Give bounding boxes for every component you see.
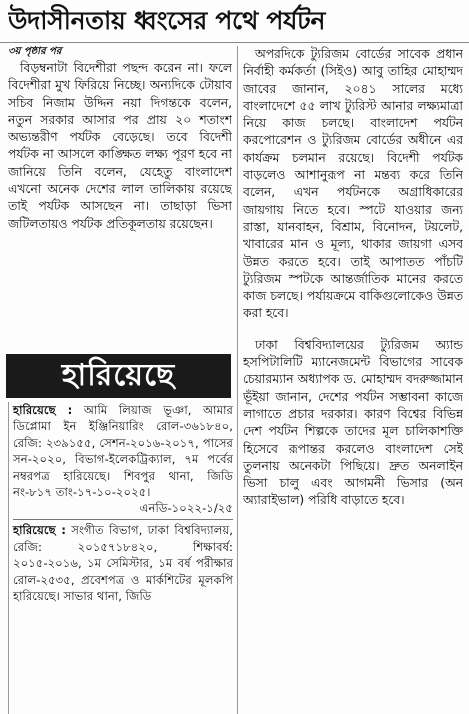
lost-ad-reference: এনডি-১০২২-১/২৫ [139,501,233,516]
ad-divider [13,519,233,520]
lost-ads-box [8,402,233,714]
headline: উদাসীনতায় ধ্বংসের পথে পর্যটন [8,6,326,35]
lost-ad-1 [13,402,233,500]
right-column [243,46,463,712]
article-paragraph-left: বিড়ম্বনাটা বিদেশীরা পছন্দ করেন না। ফলে বিদেশীরা মুখ ফিরিয়ে নিচ্ছে। অন্যদিকে টোয়াব সচিব নিজাম উদ্দিন নয়া দিগন্তকে বলেন, নতুন সরকার আসার পর প্রায় ২০ শতাংশ অভ্যন্তরীণ পর্যটক বেড়েছে। তবে বিদেশী পর্যটক না আসলে কাঙ্ক্ষিত লক্ষ্য পূরণ হবে না জানিয়ে তিনি বলেন, যেহেতু বাংলাদেশ এখনো অনেক দেশের লাল তালিকায় রয়েছে তাই পর্যটক আসছেন না। তাছাড়া ভিসা জটিলতায়ও পর্যটক প্রতিকূলতায় রয়েছেন। [8,61,232,231]
lost-ad-tag: হারিয়েছে : [13,523,66,538]
column-divider [237,46,238,714]
headline-rule [0,42,469,43]
lost-ad-2 [13,522,233,604]
lost-ad-tag: হারিয়েছে : [13,403,73,417]
lost-ad-text: সংগীত বিভাগ, ঢাকা বিশ্ববিদ্যালয়, রেজি: ২০১৫৭১৮৪২০, শিক্ষাবর্ষ: ২০১৫-২০১৬, ১ম সেমিস্টার, ১ম বর্ষ পরীক্ষার রোল-২৫৩৫, প্রবেশপত্র ও মার্কশিটের মূলকপি হারিয়েছে। সাভার থানা, জিডি [13,523,233,604]
lost-ad-text: আমি লিয়াজ ভূঞা, আমার ডিপ্লোমা ইন ইঞ্জিনিয়ারিং রোল-৩৬১৮৪০, রেজি: ২৩৯১৫৫, সেশন-২০১৬-২০১৭, পাসের সন-২০২০, বিভাগ-ইলেকট্রিক্যাল, ৭ম পর্বের নম্বরপত্র হারিয়েছে। শিবপুর থানা, জিডি নং-৮১৭ তাং-১৭-১০-২০২৫। [13,403,233,500]
article-paragraph-right-1: অপরদিকে ট্যুরিজম বোর্ডের সাবেক প্রধান নির্বাহী কর্মকর্তা (সিইও) আবু তাহির মোহাম্মদ জাবের জানান, ২০৪১ সালের মধ্যে বাংলাদেশে ৫৫ লাখ ট্যুরিস্ট আনার লক্ষ্যমাত্রা নিয়ে কাজ চলছে। বাংলাদেশ পর্যটন করপোরেশন ও ট্যুরিজম বোর্ডের অধীনে এর কার্যক্রম চলমান রয়েছে। বিদেশী পর্যটক বাড়লেও আশানুরূপ না মন্তব্য করে তিনি বলেন, এখন পর্যটনকে অগ্রাধিকারের জায়গায় নিতে হবে। স্পটে যাওয়ার জন্য রাস্তা, যানবাহন, বিশ্রাম, বিনোদন, টয়লেট, খাবারের মান ও মূল্য, থাকার জায়গা এসব উন্নত করতে হবে। তাই আপাতত পাঁচটি ট্যুরিজম স্পটকে আন্তর্জাতিক মানের করতে কাজ চলছে। পর্যায়ক্রমে বাকিগুলোকেও উন্নত করা হবে। [243,47,463,321]
left-column [8,46,232,346]
article-paragraph-right-2: ঢাকা বিশ্ববিদ্যালয়ের ট্যুরিজম অ্যান্ড হসপিটালিটি ম্যানেজমেন্ট বিভাগের সাবেক চেয়ারম্যান অধ্যাপক ড. মোহাম্মদ বদরুজ্জামান ভূঁইয়া জানান, দেশের পর্যটন সম্ভাবনা কাজে লাগাতে প্রচার দরকার। কারণ বিশ্বের বিভিন্ন দেশ পর্যটন শিল্পকে তাদের মূল চালিকাশক্তি হিসেবে রূপান্তর করলেও বাংলাদেশ সেই তুলনায় অনেকটা পিছিয়ে। দ্রুত অনলাইন ভিসা চালু এবং আগমনী ভিসার (অন অ্যারাইভাল) পরিধি বাড়াতে হবে। [243,337,463,508]
continuation-note: ৩য় পৃষ্ঠার পর [8,46,62,57]
lost-section-banner: হারিয়েছে [6,354,231,398]
